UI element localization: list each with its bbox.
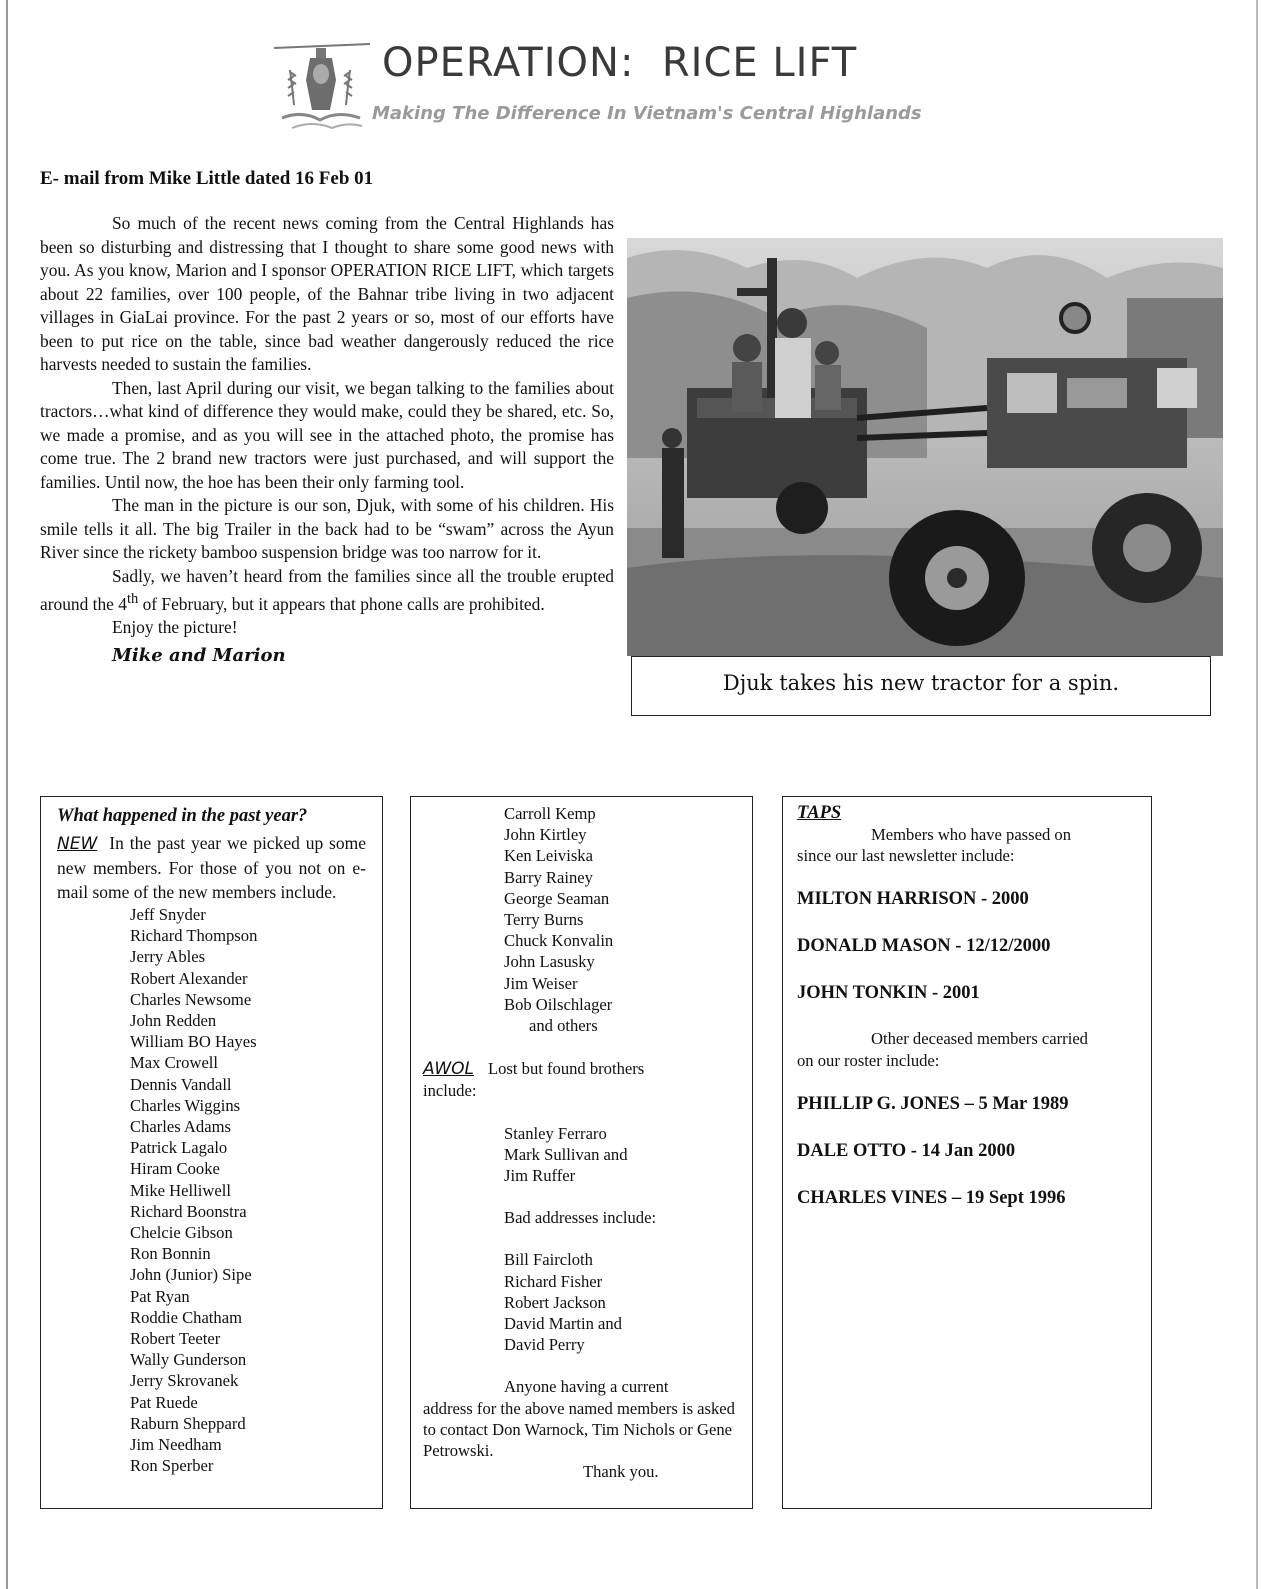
awol-intro: Lost but found brothers	[488, 1059, 645, 1079]
member-name: Charles Adams	[130, 1117, 231, 1137]
new-members-list-continued	[423, 803, 740, 1015]
member-name: Pat Ryan	[130, 1286, 190, 1306]
member-name: Patrick Lagalo	[130, 1138, 228, 1158]
awol-box	[410, 796, 753, 1509]
taps-entry: JOHN TONKIN - 2001	[797, 983, 980, 1004]
member-name: Roddie Chatham	[130, 1307, 242, 1327]
member-name: Wally Gunderson	[130, 1350, 247, 1370]
member-name: Terry Burns	[504, 910, 584, 930]
member-name: Stanley Ferraro	[504, 1123, 607, 1143]
member-name: John Kirtley	[504, 825, 587, 845]
letter-text: of February, but it appears that phone calls are prohibited.	[138, 593, 545, 614]
taps-entry: PHILLIP G. JONES – 5 Mar 1989	[797, 1093, 1069, 1114]
member-name: Robert Alexander	[130, 968, 248, 988]
member-name: Jerry Skrovanek	[130, 1371, 239, 1391]
member-name: Carroll Kemp	[504, 804, 596, 823]
member-name: Charles Wiggins	[130, 1095, 241, 1115]
thank-you: Thank you.	[583, 1462, 659, 1482]
member-name: Jeff Snyder	[130, 905, 206, 924]
member-name: Richard Thompson	[130, 926, 258, 946]
awol-tag: AWOL	[423, 1059, 474, 1080]
member-name: Raburn Sheppard	[130, 1413, 246, 1433]
member-name: Mike Helliwell	[130, 1180, 231, 1200]
and-others: and others	[529, 1016, 598, 1036]
member-name: Ron Sperber	[130, 1456, 214, 1476]
taps-other-intro	[797, 1028, 1137, 1070]
member-name: Max Crowell	[130, 1053, 219, 1073]
member-name: John (Junior) Sipe	[130, 1265, 252, 1285]
member-name: Dennis Vandall	[130, 1074, 232, 1094]
taps-other-rest: on our roster include:	[797, 1050, 940, 1070]
photo-caption: Djuk takes his new tractor for a spin.	[631, 656, 1211, 716]
member-name: William BO Hayes	[130, 1032, 257, 1052]
awol-row	[423, 1058, 740, 1080]
bad-addresses-heading: Bad addresses include:	[504, 1208, 657, 1228]
member-name: Chuck Konvalin	[504, 931, 614, 951]
tractor-photo	[627, 238, 1223, 656]
member-name: Jim Ruffer	[504, 1166, 576, 1186]
member-name: Richard Boonstra	[130, 1201, 247, 1221]
member-name: Mark Sullivan and	[504, 1144, 628, 1164]
member-name: David Perry	[504, 1335, 585, 1355]
letter-body	[40, 212, 614, 667]
member-name: Jim Needham	[130, 1435, 222, 1455]
taps-intro-first: Members who have passed on	[871, 825, 1072, 844]
new-members-intro-text: In the past year we picked up some new members. For those of you not on e-mail some of the new members include.	[57, 833, 366, 902]
masthead-subtitle: Making The Difference In Vietnam's Central Highlands	[372, 103, 922, 124]
new-members-heading: What happened in the past year?	[57, 806, 308, 826]
member-name: Charles Newsome	[130, 989, 252, 1009]
awol-list	[423, 1123, 740, 1187]
taps-other-first: Other deceased members carried	[871, 1029, 1088, 1049]
member-name: Robert Teeter	[130, 1329, 221, 1349]
taps-entry: DALE OTTO - 14 Jan 2000	[797, 1140, 1016, 1161]
member-name: David Martin and	[504, 1314, 622, 1334]
bad-addresses-list	[423, 1249, 740, 1355]
letter-paragraph	[40, 565, 614, 617]
member-name: Barry Rainey	[504, 867, 593, 887]
letter-paragraph: The man in the picture is our son, Djuk, with some of his children. His smile tells it all. The big Trailer in the back had to be “swam” across the Ayun River since the rickety bamboo suspension bridge was too narrow for it.	[40, 495, 614, 562]
taps-entry: CHARLES VINES – 19 Sept 1996	[797, 1187, 1066, 1208]
member-name: Chelcie Gibson	[130, 1223, 233, 1243]
awol-include: include:	[423, 1081, 477, 1101]
ordinal-suffix: th	[126, 591, 139, 607]
helicopter-rice-logo-icon	[272, 40, 372, 135]
member-name: Bob Oilschlager	[504, 994, 613, 1014]
new-tag: NEW	[57, 834, 98, 854]
taps-heading: TAPS	[797, 803, 842, 823]
taps-intro-rest: since our last newsletter include:	[797, 846, 1015, 866]
member-name: Bill Faircloth	[504, 1250, 593, 1270]
member-name: Hiram Cooke	[130, 1159, 220, 1179]
taps-box	[782, 796, 1152, 1509]
member-name: Jerry Ables	[130, 947, 206, 967]
member-name: Ken Leiviska	[504, 846, 593, 866]
taps-entry: MILTON HARRISON - 2000	[797, 889, 1029, 910]
member-name: Pat Ruede	[130, 1392, 198, 1412]
letter-paragraph: Then, last April during our visit, we began talking to the families about tractors…what kind of difference they would make, could they be shared, etc. So, we made a promise, and as you will see in the attached photo, the promise has come true. The 2 brand new tractors were just purchased, and will support the families. Until now, the hoe has been their only farming tool.	[40, 377, 614, 492]
new-members-intro	[57, 831, 366, 904]
letter-paragraph: So much of the recent news coming from the Central Highlands has been so disturbing and distressing that I thought to share some good news with you. As you know, Marion and I sponsor OPERATION RICE LIFT, which targets about 22 families, over 100 people, of the Bahnar tribe living in two adjacent villages in GiaLai province. For the past 2 years or so, most of our efforts have been to put rice on the table, since bad weather dangerously reduced the rice harvests needed to sustain the families.	[40, 213, 614, 374]
member-name: Ron Bonnin	[130, 1244, 211, 1264]
letter-closing: Enjoy the picture!	[112, 617, 238, 638]
member-name: Richard Fisher	[504, 1271, 603, 1291]
contact-note	[423, 1376, 740, 1461]
taps-intro	[797, 824, 1137, 866]
contact-note-first: Anyone having a current	[504, 1377, 669, 1397]
member-name: Jim Weiser	[504, 973, 578, 993]
letter-text: Sadly, we haven’t heard from the families since all the trouble erupted around the 4	[40, 565, 614, 614]
new-members-box	[40, 796, 383, 1509]
email-heading: E- mail from Mike Little dated 16 Feb 01	[40, 168, 374, 189]
member-name: Robert Jackson	[504, 1292, 606, 1312]
member-name: John Redden	[130, 1011, 217, 1031]
taps-entry: DONALD MASON - 12/12/2000	[797, 936, 1051, 957]
new-members-list	[57, 904, 366, 1476]
member-name: John Lasusky	[504, 952, 595, 972]
member-name: George Seaman	[504, 888, 610, 908]
signature: Mike and Marion	[112, 644, 286, 666]
masthead-title: OPERATION: RICE LIFT	[382, 40, 858, 86]
contact-note-rest: address for the above named members is asked to contact Don Warnock, Tim Nichols or Gene Petrowski.	[423, 1398, 735, 1461]
